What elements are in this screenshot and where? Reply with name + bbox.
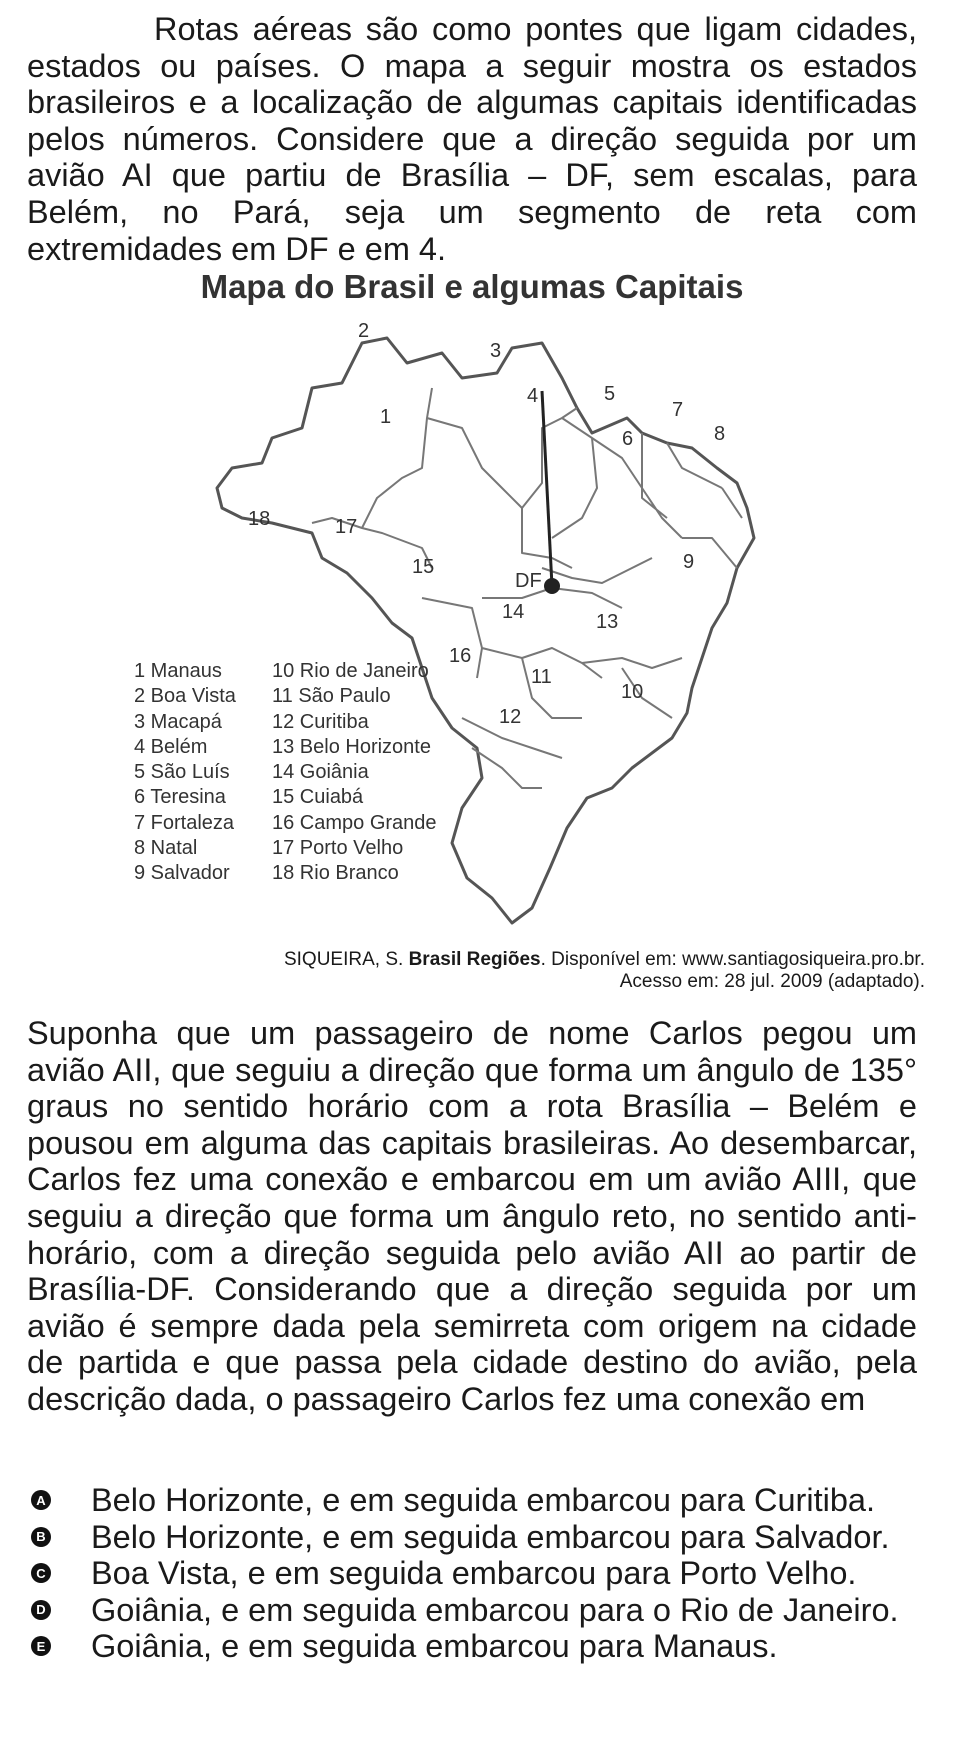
map-marker: 17 (335, 516, 358, 538)
option-text: Belo Horizonte, e em seguida embarcou para Curitiba. (91, 1482, 876, 1518)
legend-column-1 (134, 659, 236, 887)
option-b[interactable] (27, 1519, 917, 1556)
map-marker: 16 (449, 645, 472, 667)
legend-item: 7 Fortaleza (134, 811, 235, 834)
intro-paragraph: Rotas aéreas são como pontes que ligam cidades, estados ou países. O mapa a seguir mostra os estados brasileiros e a localização de algumas capitais identificadas pelos números. Considere que a direção seguida por um avião AI que partiu de Brasília – DF, sem escalas, para Belém, no Pará, seja um segmento de reta com extremidades em DF e em 4. (27, 11, 917, 267)
map-marker: 10 (621, 681, 644, 703)
legend-item: 10 Rio de Janeiro (272, 660, 429, 682)
map-marker: 15 (412, 556, 435, 578)
map-marker: 4 (527, 385, 539, 407)
df-point (544, 578, 560, 594)
legend-item: 12 Curitiba (272, 710, 369, 733)
legend-item: 4 Belém (134, 735, 208, 758)
source-title: Brasil Regiões (408, 949, 541, 970)
legend-column-2 (272, 659, 437, 887)
map-marker: 11 (531, 666, 552, 688)
option-badge: C (31, 1563, 51, 1583)
legend-item: 2 Boa Vista (134, 685, 236, 708)
map-marker: 6 (622, 428, 634, 450)
map-title: Mapa do Brasil e algumas Capitais (200, 268, 744, 305)
map-marker: 7 (672, 399, 684, 421)
legend-item: 14 Goiânia (272, 761, 369, 784)
answer-options (27, 1482, 917, 1665)
legend-item: 1 Manaus (134, 660, 222, 682)
option-e[interactable] (27, 1628, 917, 1665)
option-c[interactable] (27, 1555, 917, 1592)
legend-item: 3 Macapá (134, 710, 222, 733)
legend-item: 18 Rio Branco (272, 862, 399, 885)
legend-item: 6 Teresina (134, 786, 226, 809)
map-marker: 1 (380, 406, 392, 428)
map-marker: DF (515, 570, 542, 592)
map-marker: 2 (358, 320, 370, 342)
legend-item: 8 Natal (134, 837, 198, 860)
option-text: Goiânia, e em seguida embarcou para Manaus. (91, 1628, 778, 1665)
map-marker: 18 (248, 508, 271, 530)
source-author: SIQUEIRA, S. (283, 949, 409, 970)
option-a[interactable] (27, 1482, 917, 1519)
option-text: Belo Horizonte, e em seguida embarcou para Salvador. (91, 1518, 890, 1555)
map-marker: 13 (596, 611, 619, 633)
legend-item: 15 Cuiabá (272, 786, 364, 809)
legend-item: 13 Belo Horizonte (272, 735, 431, 758)
option-badge: A (31, 1490, 51, 1510)
option-text: Boa Vista, e em seguida embarcou para Porto Velho. (91, 1555, 857, 1592)
map-marker: 3 (490, 340, 502, 362)
map-marker: 12 (499, 706, 522, 728)
legend-item: 16 Campo Grande (272, 811, 437, 834)
source-url: . Disponível em: www.santiagosiqueira.pro.br. (540, 949, 925, 970)
question-paragraph: Suponha que um passageiro de nome Carlos pegou um avião AII, que seguiu a direção que forma um ângulo de 135° graus no sentido horário com a rota Brasília – Belém e pousou em alguma das capitais brasileiras. Ao desembarcar, Carlos fez uma conexão e embarcou em um avião AIII, que seguiu a direção que forma um ângulo reto, no sentido anti-horário, com a direção seguida pelo avião AII ao partir de Brasília-DF. Considerando que a direção seguida por um avião é sempre dada pela semirreta com origem na cidade de partida e que passa pela cidade destino do avião, pela descrição dada, o passageiro Carlos fez uma conexão em (27, 1015, 917, 1417)
map-marker: 9 (683, 551, 695, 573)
map-marker: 14 (502, 601, 525, 623)
legend-item: 9 Salvador (134, 862, 230, 885)
legend-item: 5 São Luís (134, 761, 230, 784)
option-text: Goiânia, e em seguida embarcou para o Rio de Janeiro. (91, 1591, 899, 1628)
source-citation (284, 949, 925, 993)
map-marker: 8 (714, 423, 726, 445)
option-badge: E (31, 1636, 51, 1656)
map-marker: 5 (604, 383, 616, 405)
brazil-map-figure (122, 268, 822, 948)
option-badge: D (31, 1600, 51, 1620)
option-badge: B (31, 1527, 51, 1547)
legend-item: 11 São Paulo (272, 685, 391, 708)
option-d[interactable] (27, 1592, 917, 1629)
source-access: Acesso em: 28 jul. 2009 (adaptado). (619, 971, 925, 992)
legend-item: 17 Porto Velho (272, 837, 404, 860)
